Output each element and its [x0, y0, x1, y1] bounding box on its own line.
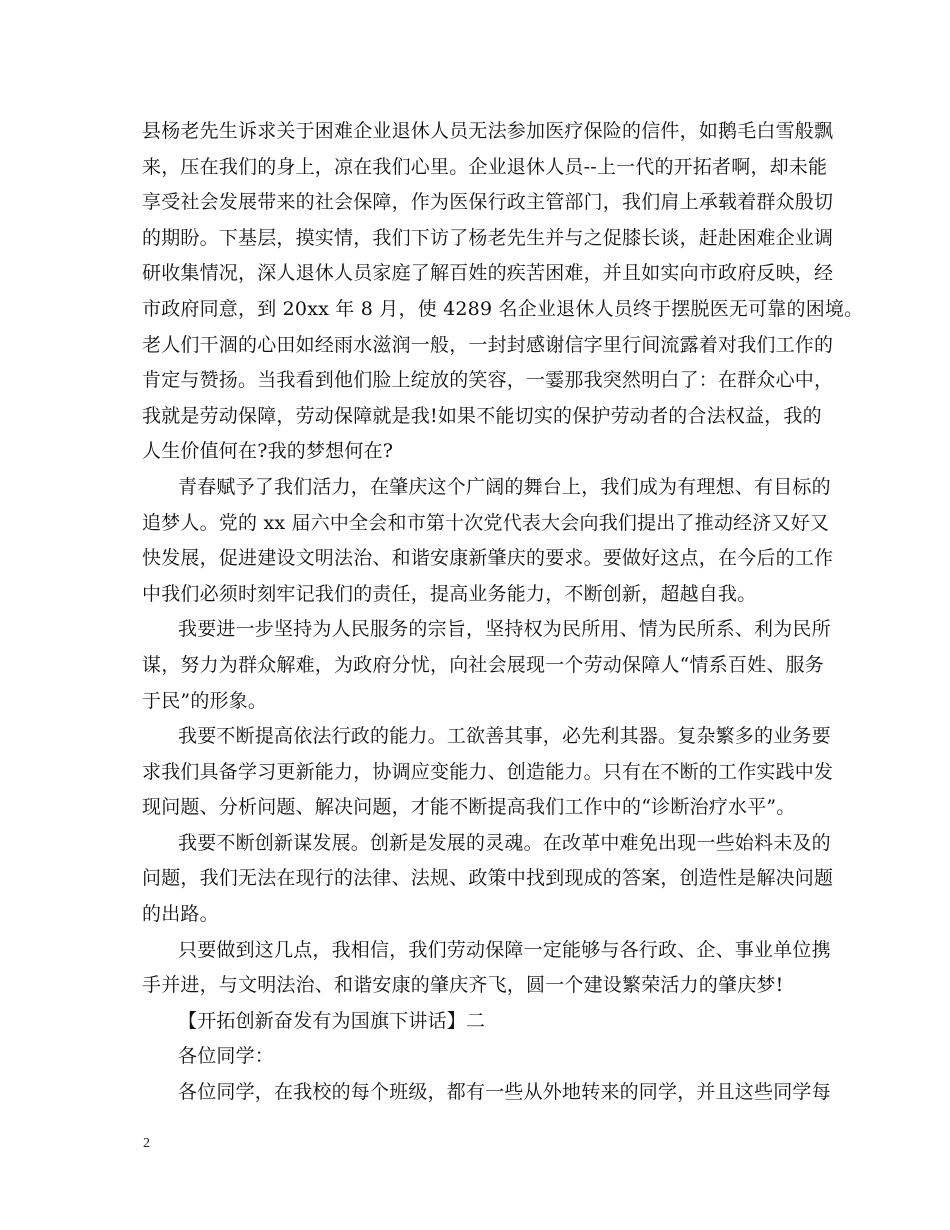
- text-line: 我要进一步坚持为人民服务的宗旨，坚持权为民所用、情为民所系、利为民所: [178, 618, 831, 641]
- text-line: 享受社会发展带来的社会保障，作为医保行政主管部门，我们肩上承载着群众殷切: [142, 191, 834, 214]
- paragraph-4: [142, 719, 834, 826]
- paragraph-1: [142, 114, 864, 470]
- section-heading-text: 【开拓创新奋发有为国旗下讲话】二: [178, 1009, 486, 1032]
- text-line: 我就是劳动保障，劳动保障就是我!如果不能切实的保护劳动者的合法权益，我的: [142, 404, 822, 427]
- paragraph-5: [142, 826, 834, 933]
- text-line: 问题，我们无法在现行的法律、法规、政策中找到现成的答案，创造性是解决问题: [142, 867, 834, 890]
- text-line: 青春赋予了我们活力，在肇庆这个广阔的舞台上，我们成为有理想、有目标的: [178, 475, 831, 498]
- text-line: 求我们具备学习更新能力，协调应变能力、创造能力。只有在不断的工作实践中发: [142, 760, 834, 783]
- text-line: 的期盼。下基层，摸实情，我们下访了杨老先生并与之促膝长谈，赶赴困难企业调: [142, 226, 834, 249]
- text-line: 于民”的形象。: [142, 689, 268, 712]
- text-line: 的出路。: [142, 903, 219, 926]
- text-line: 中我们必须时刻牢记我们的责任，提高业务能力，不断创新，超越自我。: [142, 582, 757, 605]
- text-line: 县杨老先生诉求关于困难企业退休人员无法参加医疗保险的信件，如鹅毛白雪般飘: [142, 120, 834, 142]
- paragraph-6: [142, 933, 831, 1004]
- text-line: 快发展，促进建设文明法治、和谐安康新肇庆的要求。要做好这点，在今后的工作: [142, 547, 834, 570]
- text-line: 人生价值何在?我的梦想何在?: [142, 440, 394, 463]
- paragraph-7: [142, 1075, 831, 1111]
- salutation-text: 各位同学：: [178, 1045, 275, 1068]
- text-line: 各位同学，在我校的每个班级，都有一些从外地转来的同学，并且这些同学每: [178, 1081, 831, 1104]
- text-line: 追梦人。党的 xx 届六中全会和市第十次党代表大会向我们提出了推动经济又好又: [142, 511, 830, 534]
- text-line: 我要不断创新谋发展。创新是发展的灵魂。在改革中难免出现一些始料未及的: [178, 831, 831, 854]
- paragraph-2: [142, 470, 834, 612]
- document-body: [142, 114, 864, 1111]
- text-line: 我要不断提高依法行政的能力。工欲善其事，必先利其器。复杂繁多的业务要: [178, 725, 831, 748]
- text-line: 谋，努力为群众解难，为政府分忧，向社会展现一个劳动保障人“情系百姓、服务: [142, 653, 824, 676]
- paragraph-3: [142, 612, 831, 719]
- text-line: 肯定与赞扬。当我看到他们脸上绽放的笑容，一霎那我突然明白了：在群众心中，: [142, 369, 834, 392]
- text-line: 研收集情况，深人退休人员家庭了解百姓的疾苦困难，并且如实向市政府反映，经: [142, 262, 834, 285]
- page-number: 2: [143, 1136, 150, 1151]
- salutation: [142, 1039, 812, 1075]
- text-line: 手并进，与文明法治、和谐安康的肇庆齐飞，圆一个建设繁荣活力的肇庆梦!: [142, 974, 784, 997]
- text-line: 市政府同意，到 20xx 年 8 月，使 4289 名企业退休人员终于摆脱医无可靠的困境。: [142, 297, 864, 320]
- section-heading: [142, 1004, 812, 1040]
- text-line: 现问题、分析问题、解决问题，才能不断提高我们工作中的“诊断治疗水平”。: [142, 796, 796, 819]
- text-line: 来，压在我们的身上，凉在我们心里。企业退休人员--上一代的开拓者啊，却未能: [142, 155, 828, 178]
- text-line: 老人们干涸的心田如经雨水滋润一般，一封封感谢信字里行间流露着对我们工作的: [142, 333, 834, 356]
- text-line: 只要做到这几点，我相信，我们劳动保障一定能够与各行政、企、事业单位携: [178, 938, 831, 961]
